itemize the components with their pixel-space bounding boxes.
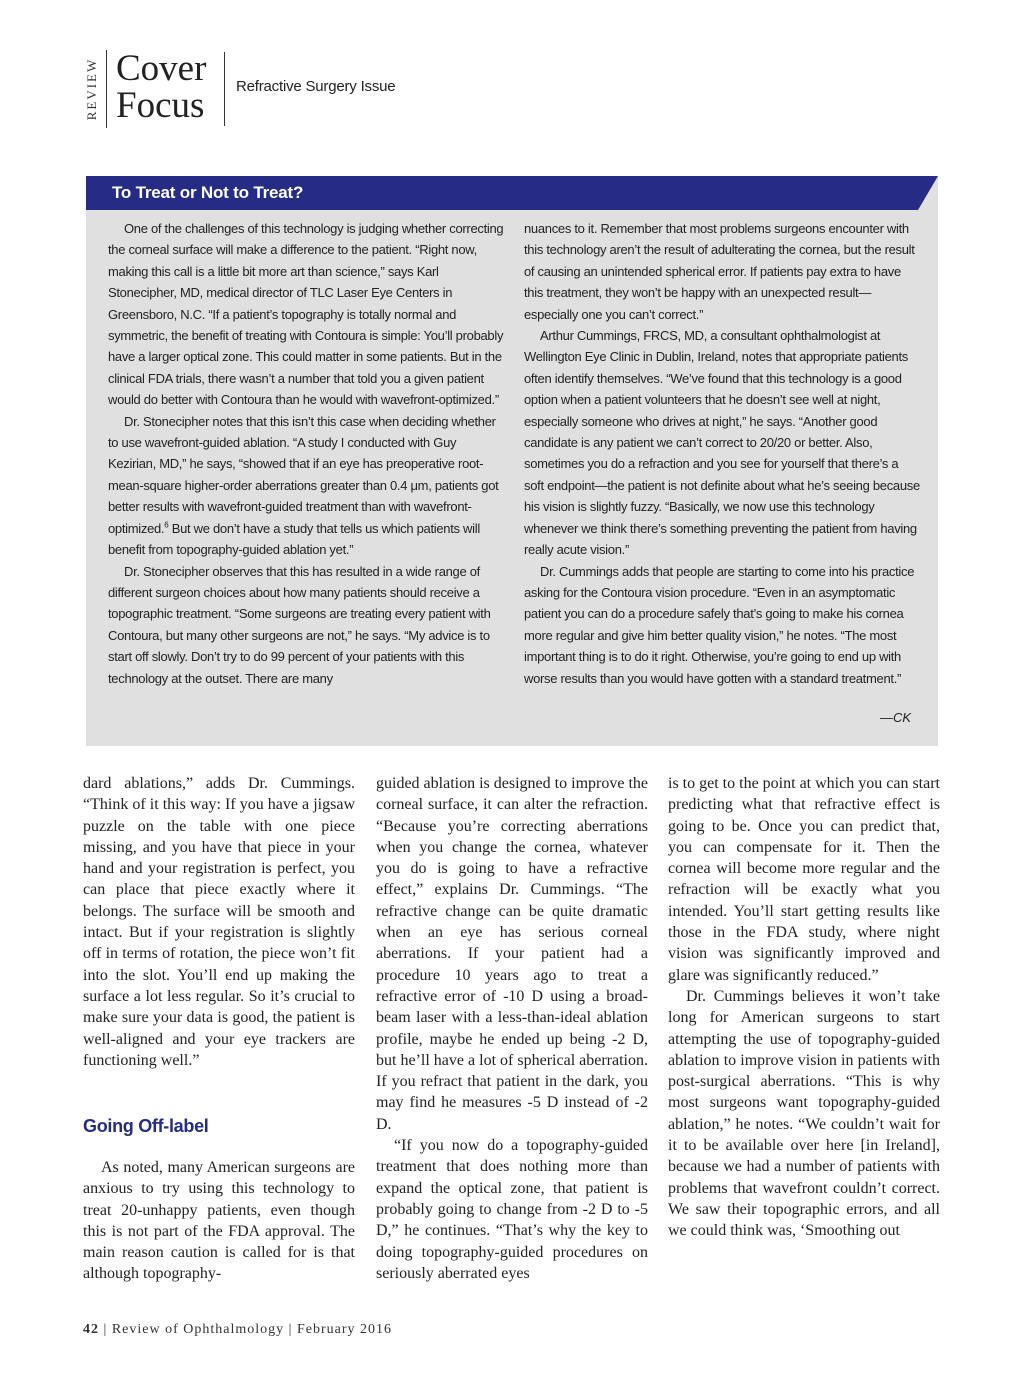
page-footer xyxy=(83,1322,392,1338)
body-paragraph: As noted, many American surgeons are anxious to try using this technology to treat 20-unhappy patients, even though this is not part of the FDA approval. The main reason caution is called for is that although topography- xyxy=(83,1159,355,1283)
sidebar-paragraph: One of the challenges of this technology is judging whether correcting the corneal surface will make a difference to the patient. “Right now, making this call is a little bit more art than science,” says Karl Stonecipher, MD, medical director of TLC Laser Eye Centers in Greensboro, N.C. “If a patient’s topography is totally normal and symmetric, the benefit of treating with Contoura is simple: You’ll probably have a larger optical zone. This could matter in some patients. But in the clinical FDA trials, there wasn’t a number that told you a given patient would do better with Contoura than he would with wavefront-optimized.” xyxy=(108,221,504,408)
review-vertical-label: REVIEW xyxy=(84,57,99,121)
page-number: 42 xyxy=(83,1322,99,1337)
body-paragraph: is to get to the point at which you can start predicting what that refractive effect is going to be. Once you can predict that, you can compensate for it. Then the cornea will become more regular and the refraction will be exactly what you intended. You’ll start getting results like those in the FDA study, where night vision was significantly improved and glare was significantly reduced.” xyxy=(668,775,940,984)
sidebar-paragraph: Dr. Stonecipher notes that this isn’t this case when deciding whether to use wavefront-guided ablation. “A study I conducted with Guy Kezirian, MD,” he says, “showed that if an eye has preoperative root-mean-square higher-order aberrations greater than 0.4 μm, patients got better results with wavefront-guided treatment than with wavefront-optimized.$^6$ But we don’t have a study that tells us which patients will benefit from topography-guided ablation yet.” xyxy=(108,413,499,558)
header-divider-left xyxy=(106,50,107,128)
sidebar-signature: —CK xyxy=(880,710,912,725)
sidebar-paragraph: Dr. Cummings adds that people are starting to come into his practice asking for the Contoura vision procedure. “Even in an asymptomatic patient you can do a procedure safely that’s going to make his cornea more regular and give him better quality vision,” he notes. “The most important thing is to do it right. Otherwise, you’re going to end up with worse results than you would have gotten with a standard treatment.” xyxy=(524,563,915,686)
body-paragraph: “If you now do a topography-guided treatment that does nothing more than expand the optical zone, that patient is probably going to change from -2 D to -5 D,” he continues. “That’s why the key to doing topography-guided procedures on seriously aberrated eyes xyxy=(376,1137,648,1282)
sidebar-column-2 xyxy=(524,218,920,689)
journal-name: Review of Ophthalmology xyxy=(111,1322,285,1337)
section-title-cover: Cover xyxy=(116,48,207,89)
body-column-1 xyxy=(83,773,355,1071)
sidebar-title-bar-tip xyxy=(918,176,938,210)
body-paragraph: Dr. Cummings believes it won’t take long for American surgeons to start attempting the use of topography-guided ablation to improve vision in patients with post-surgical aberrations. “This is why most surgeons want topography-guided ablation,” he notes. “We couldn’t wait for it to be available over here [in Ireland], because we had a number of patients with problems that wavefront couldn’t correct. We saw their topographic errors, and all we could think was, ‘Smoothing out xyxy=(668,987,940,1240)
body-column-1-continued xyxy=(83,1157,355,1285)
section-title xyxy=(116,50,206,124)
section-title-focus: Focus xyxy=(116,85,205,126)
subheading: Going Off-label xyxy=(83,1116,209,1136)
footer-separator: | xyxy=(103,1322,108,1337)
footer-separator: | xyxy=(288,1322,293,1337)
body-paragraph: guided ablation is designed to improve the corneal surface, it can alter the refraction. “Because you’re correcting aberrations when you change the cornea, whatever you do is going to have a refractive effect,” explains Dr. Cummings. “The refractive change can be quite dramatic when an eye has serious corneal aberrations. If your patient had a procedure 10 years ago to treat a refractive error of -10 D using a broad-beam laser with a less-than-ideal ablation profile, maybe he ended up being -2 D, but he’ll have a lot of spherical aberration. If you refract that patient in the dark, you may find he measures -5 D instead of -2 D. xyxy=(376,775,648,1133)
header-divider-right xyxy=(224,52,225,126)
issue-date: February 2016 xyxy=(296,1322,392,1337)
body-column-3 xyxy=(668,773,940,1242)
issue-label: Refractive Surgery Issue xyxy=(236,78,396,95)
body-column-2 xyxy=(376,773,648,1284)
body-paragraph: dard ablations,” adds Dr. Cummings. “Think of it this way: If you have a jigsaw puzzle on the table with one piece missing, and you have that piece in your hand and your registration is perfect, you can place that piece exactly where it belongs. The surface will be smooth and intact. But if your registration is slightly off in terms of rotation, the piece won’t fit into the slot. You’ll end up making the surface a lot less regular. So it’s crucial to make sure your data is good, the patient is well-aligned and your eye trackers are functioning well.” xyxy=(83,775,355,1069)
sidebar-paragraph: nuances to it. Remember that most problems surgeons encounter with this technology aren’t the result of adulterating the cornea, but the result of causing an unintended spherical error. If patients pay extra to have this treatment, they won’t be happy with an unexpected result—especially one you can’t correct.” xyxy=(524,221,915,322)
sidebar-title: To Treat or Not to Treat? xyxy=(112,183,304,202)
footnote-ref: 6 xyxy=(164,520,169,530)
sidebar-column-1 xyxy=(108,218,504,689)
sidebar-paragraph: Dr. Stonecipher observes that this has resulted in a wide range of different surgeon choices about how many patients should receive a topographic treatment. “Some surgeons are treating every patient with Contoura, but many other surgeons are not,” he says. “My advice is to start off slowly. Don’t try to do 99 percent of your patients with this technology at the outset. There are many xyxy=(108,563,491,686)
sidebar-paragraph: Arthur Cummings, FRCS, MD, a consultant ophthalmologist at Wellington Eye Clinic in Dublin, Ireland, notes that appropriate patients often identify themselves. “We’ve found that this technology is a good option when a patient volunteers that he doesn’t see well at night, especially someone who drives at night,” he says. “Another good candidate is any patient we can’t correct to 20/20 or better. Also, sometimes you do a refraction and you see for yourself that there’s a soft endpoint—the patient is not definite about what he’s seeing because his vision is slightly fuzzy. “Basically, we now use this technology whenever we think there’s something preventing the patient from having really acute vision.” xyxy=(524,328,920,558)
